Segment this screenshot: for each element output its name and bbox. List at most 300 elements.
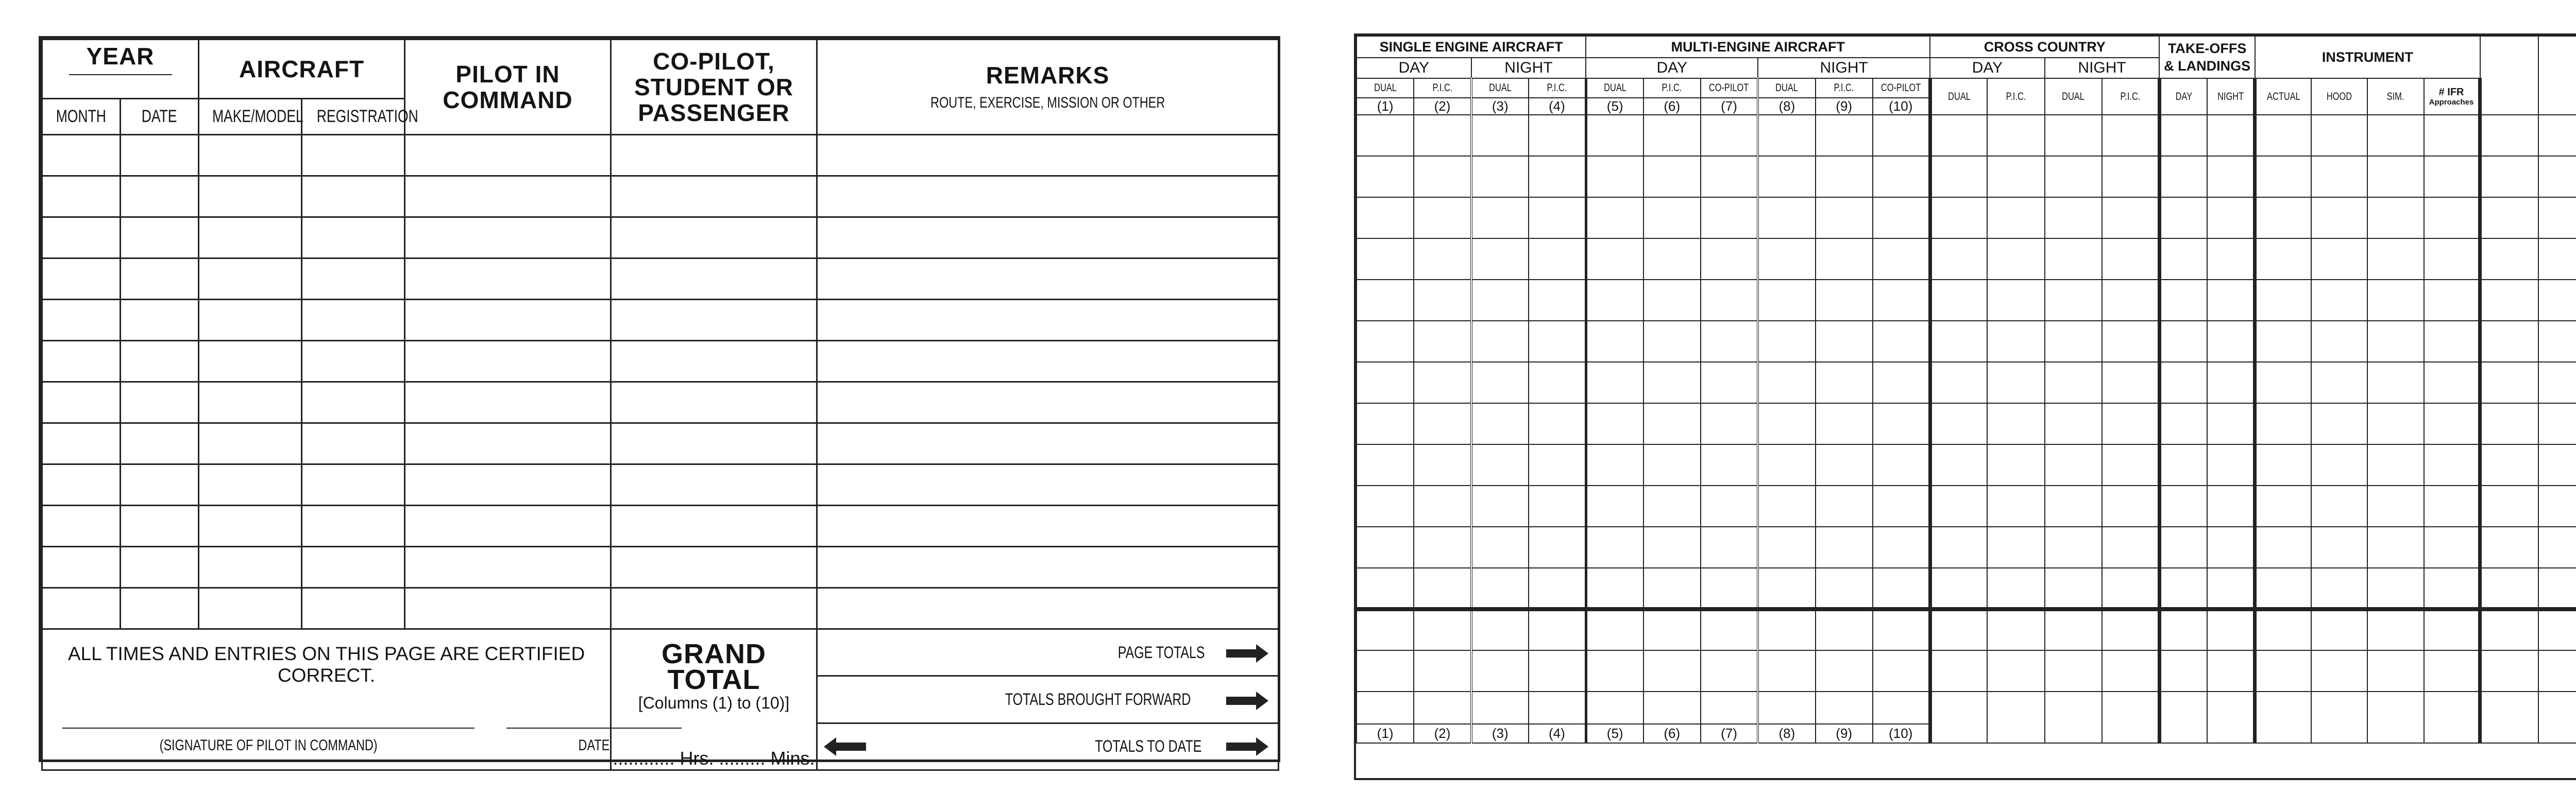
log-entry-cell[interactable] bbox=[1758, 609, 1815, 650]
log-entry-cell[interactable] bbox=[42, 588, 121, 629]
log-entry-cell[interactable]: (10) bbox=[1873, 692, 1930, 743]
log-entry-cell[interactable] bbox=[2538, 650, 2576, 692]
log-entry-cell[interactable] bbox=[1873, 403, 1930, 444]
log-entry-cell[interactable] bbox=[2045, 568, 2102, 609]
log-entry-cell[interactable] bbox=[1586, 321, 1643, 362]
log-entry-cell[interactable] bbox=[405, 547, 611, 588]
log-entry-cell[interactable] bbox=[1758, 321, 1815, 362]
log-entry-cell[interactable] bbox=[405, 588, 611, 629]
log-entry-cell[interactable] bbox=[2424, 650, 2480, 692]
log-entry-cell[interactable] bbox=[2311, 156, 2367, 197]
log-entry-cell[interactable] bbox=[1987, 692, 2044, 743]
log-entry-cell[interactable] bbox=[1643, 444, 1701, 486]
log-entry-cell[interactable] bbox=[2538, 197, 2576, 238]
log-entry-cell[interactable] bbox=[2159, 568, 2207, 609]
log-entry-cell[interactable] bbox=[1701, 486, 1758, 527]
log-entry-cell[interactable] bbox=[2207, 650, 2255, 692]
log-entry-cell[interactable] bbox=[1701, 115, 1758, 156]
log-entry-cell[interactable] bbox=[1471, 362, 1529, 403]
log-entry-cell[interactable] bbox=[1816, 568, 1873, 609]
log-entry-cell[interactable] bbox=[2045, 650, 2102, 692]
log-entry-cell[interactable] bbox=[1701, 527, 1758, 568]
log-entry-cell[interactable] bbox=[1987, 568, 2044, 609]
log-entry-cell[interactable] bbox=[2367, 692, 2424, 743]
log-entry-cell[interactable] bbox=[1414, 568, 1471, 609]
log-entry-cell[interactable] bbox=[1987, 197, 2044, 238]
log-entry-cell[interactable] bbox=[1758, 156, 1815, 197]
log-entry-cell[interactable] bbox=[2207, 321, 2255, 362]
log-entry-cell[interactable] bbox=[2159, 609, 2207, 650]
log-entry-cell[interactable] bbox=[611, 547, 817, 588]
log-entry-cell[interactable] bbox=[2159, 321, 2207, 362]
log-entry-cell[interactable] bbox=[2367, 609, 2424, 650]
log-entry-cell[interactable] bbox=[611, 588, 817, 629]
log-entry-cell[interactable] bbox=[1643, 403, 1701, 444]
log-entry-cell[interactable] bbox=[121, 423, 199, 464]
log-entry-cell[interactable] bbox=[2367, 444, 2424, 486]
log-entry-cell[interactable]: (9) bbox=[1816, 692, 1873, 743]
log-entry-cell[interactable] bbox=[2255, 238, 2311, 280]
log-entry-cell[interactable] bbox=[1987, 527, 2044, 568]
log-entry-cell[interactable] bbox=[1987, 403, 2044, 444]
log-entry-cell[interactable] bbox=[1586, 197, 1643, 238]
log-entry-cell[interactable] bbox=[1816, 280, 1873, 321]
log-entry-cell[interactable] bbox=[2480, 403, 2538, 444]
log-entry-cell[interactable] bbox=[2538, 609, 2576, 650]
log-entry-cell[interactable] bbox=[1643, 527, 1701, 568]
log-entry-cell[interactable] bbox=[1471, 321, 1529, 362]
log-entry-cell[interactable] bbox=[405, 176, 611, 217]
log-entry-cell[interactable] bbox=[2102, 238, 2159, 280]
log-entry-cell[interactable] bbox=[2255, 115, 2311, 156]
log-entry-cell[interactable] bbox=[405, 135, 611, 176]
log-entry-cell[interactable] bbox=[1471, 238, 1529, 280]
log-entry-cell[interactable] bbox=[2311, 197, 2367, 238]
log-entry-cell[interactable] bbox=[2255, 650, 2311, 692]
log-entry-cell[interactable] bbox=[2207, 609, 2255, 650]
log-entry-cell[interactable] bbox=[2159, 486, 2207, 527]
log-entry-cell[interactable] bbox=[2311, 527, 2367, 568]
log-entry-cell[interactable] bbox=[302, 423, 405, 464]
log-entry-cell[interactable] bbox=[2367, 403, 2424, 444]
log-entry-cell[interactable] bbox=[2207, 197, 2255, 238]
log-entry-cell[interactable] bbox=[2102, 115, 2159, 156]
log-entry-cell[interactable] bbox=[1873, 362, 1930, 403]
log-entry-cell[interactable] bbox=[1471, 280, 1529, 321]
log-entry-cell[interactable] bbox=[611, 464, 817, 506]
log-entry-cell[interactable] bbox=[2045, 156, 2102, 197]
log-entry-cell[interactable] bbox=[2207, 238, 2255, 280]
log-entry-cell[interactable] bbox=[121, 217, 199, 258]
log-entry-cell[interactable] bbox=[2102, 609, 2159, 650]
log-entry-cell[interactable] bbox=[1471, 197, 1529, 238]
log-entry-cell[interactable] bbox=[2311, 486, 2367, 527]
log-entry-cell[interactable] bbox=[121, 588, 199, 629]
log-entry-cell[interactable] bbox=[2255, 321, 2311, 362]
log-entry-cell[interactable] bbox=[405, 464, 611, 506]
log-entry-cell[interactable]: (7) bbox=[1701, 692, 1758, 743]
log-entry-cell[interactable] bbox=[2480, 486, 2538, 527]
log-entry-cell[interactable] bbox=[2045, 444, 2102, 486]
log-entry-cell[interactable] bbox=[2159, 362, 2207, 403]
log-entry-cell[interactable] bbox=[1357, 403, 1414, 444]
log-entry-cell[interactable] bbox=[199, 135, 302, 176]
log-entry-cell[interactable]: (8) bbox=[1758, 692, 1815, 743]
log-entry-cell[interactable] bbox=[2207, 362, 2255, 403]
log-entry-cell[interactable] bbox=[1414, 238, 1471, 280]
log-entry-cell[interactable] bbox=[1529, 321, 1586, 362]
log-entry-cell[interactable] bbox=[302, 547, 405, 588]
log-entry-cell[interactable] bbox=[817, 341, 1279, 382]
log-entry-cell[interactable] bbox=[302, 300, 405, 341]
log-entry-cell[interactable] bbox=[2311, 568, 2367, 609]
log-entry-cell[interactable] bbox=[1701, 362, 1758, 403]
log-entry-cell[interactable] bbox=[2159, 403, 2207, 444]
log-entry-cell[interactable] bbox=[2102, 197, 2159, 238]
log-entry-cell[interactable] bbox=[1930, 609, 1987, 650]
log-entry-cell[interactable] bbox=[1357, 568, 1414, 609]
log-entry-cell[interactable] bbox=[817, 588, 1279, 629]
log-entry-cell[interactable] bbox=[2311, 692, 2367, 743]
log-entry-cell[interactable] bbox=[1930, 362, 1987, 403]
log-entry-cell[interactable] bbox=[1987, 280, 2044, 321]
log-entry-cell[interactable] bbox=[2255, 692, 2311, 743]
log-entry-cell[interactable] bbox=[817, 382, 1279, 423]
log-entry-cell[interactable] bbox=[302, 176, 405, 217]
log-entry-cell[interactable] bbox=[1816, 238, 1873, 280]
log-entry-cell[interactable] bbox=[1471, 444, 1529, 486]
log-entry-cell[interactable] bbox=[1873, 486, 1930, 527]
log-entry-cell[interactable] bbox=[1930, 115, 1987, 156]
log-entry-cell[interactable] bbox=[302, 217, 405, 258]
log-entry-cell[interactable] bbox=[42, 547, 121, 588]
log-entry-cell[interactable] bbox=[2159, 156, 2207, 197]
log-entry-cell[interactable] bbox=[2538, 568, 2576, 609]
log-entry-cell[interactable] bbox=[2102, 321, 2159, 362]
log-entry-cell[interactable] bbox=[2538, 280, 2576, 321]
log-entry-cell[interactable] bbox=[1529, 280, 1586, 321]
log-entry-cell[interactable] bbox=[1758, 238, 1815, 280]
log-entry-cell[interactable] bbox=[2424, 486, 2480, 527]
log-entry-cell[interactable] bbox=[2102, 403, 2159, 444]
log-entry-cell[interactable] bbox=[2424, 444, 2480, 486]
log-entry-cell[interactable] bbox=[405, 382, 611, 423]
log-entry-cell[interactable] bbox=[2424, 197, 2480, 238]
log-entry-cell[interactable] bbox=[2102, 444, 2159, 486]
log-entry-cell[interactable] bbox=[2424, 609, 2480, 650]
log-entry-cell[interactable] bbox=[1987, 609, 2044, 650]
log-entry-cell[interactable] bbox=[2424, 527, 2480, 568]
log-entry-cell[interactable] bbox=[1586, 280, 1643, 321]
log-entry-cell[interactable] bbox=[2367, 568, 2424, 609]
log-entry-cell[interactable] bbox=[1758, 197, 1815, 238]
log-entry-cell[interactable] bbox=[2102, 527, 2159, 568]
log-entry-cell[interactable] bbox=[1586, 115, 1643, 156]
log-entry-cell[interactable] bbox=[2102, 362, 2159, 403]
log-entry-cell[interactable] bbox=[1816, 486, 1873, 527]
log-entry-cell[interactable] bbox=[1471, 527, 1529, 568]
log-entry-cell[interactable]: (2) bbox=[1414, 692, 1471, 743]
log-entry-cell[interactable] bbox=[2207, 527, 2255, 568]
log-entry-cell[interactable] bbox=[121, 341, 199, 382]
log-entry-cell[interactable] bbox=[42, 300, 121, 341]
log-entry-cell[interactable] bbox=[2311, 238, 2367, 280]
log-entry-cell[interactable] bbox=[199, 217, 302, 258]
log-entry-cell[interactable] bbox=[199, 547, 302, 588]
log-entry-cell[interactable] bbox=[2367, 527, 2424, 568]
log-entry-cell[interactable] bbox=[1816, 650, 1873, 692]
log-entry-cell[interactable] bbox=[1643, 156, 1701, 197]
log-entry-cell[interactable] bbox=[1930, 238, 1987, 280]
log-entry-cell[interactable] bbox=[611, 382, 817, 423]
log-entry-cell[interactable] bbox=[1357, 527, 1414, 568]
log-entry-cell[interactable] bbox=[2311, 280, 2367, 321]
log-entry-cell[interactable] bbox=[1701, 403, 1758, 444]
log-entry-cell[interactable] bbox=[2424, 321, 2480, 362]
log-entry-cell[interactable] bbox=[1816, 197, 1873, 238]
log-entry-cell[interactable] bbox=[1529, 362, 1586, 403]
log-entry-cell[interactable] bbox=[2102, 156, 2159, 197]
log-entry-cell[interactable] bbox=[2255, 156, 2311, 197]
log-entry-cell[interactable] bbox=[2045, 403, 2102, 444]
log-entry-cell[interactable] bbox=[2102, 568, 2159, 609]
log-entry-cell[interactable] bbox=[2538, 362, 2576, 403]
log-entry-cell[interactable] bbox=[405, 217, 611, 258]
log-entry-cell[interactable] bbox=[1758, 115, 1815, 156]
log-entry-cell[interactable] bbox=[1987, 115, 2044, 156]
log-entry-cell[interactable] bbox=[611, 258, 817, 300]
log-entry-cell[interactable] bbox=[1357, 444, 1414, 486]
log-entry-cell[interactable] bbox=[1357, 280, 1414, 321]
log-entry-cell[interactable] bbox=[121, 176, 199, 217]
log-entry-cell[interactable] bbox=[1414, 650, 1471, 692]
log-entry-cell[interactable] bbox=[1357, 115, 1414, 156]
log-entry-cell[interactable] bbox=[2480, 568, 2538, 609]
log-entry-cell[interactable] bbox=[2255, 568, 2311, 609]
log-entry-cell[interactable] bbox=[1357, 156, 1414, 197]
log-entry-cell[interactable] bbox=[1701, 609, 1758, 650]
log-entry-cell[interactable] bbox=[1529, 527, 1586, 568]
log-entry-cell[interactable] bbox=[199, 506, 302, 547]
log-entry-cell[interactable] bbox=[1930, 444, 1987, 486]
log-entry-cell[interactable] bbox=[1701, 280, 1758, 321]
log-entry-cell[interactable] bbox=[2367, 156, 2424, 197]
log-entry-cell[interactable] bbox=[121, 300, 199, 341]
log-entry-cell[interactable] bbox=[1414, 197, 1471, 238]
log-entry-cell[interactable] bbox=[1930, 692, 1987, 743]
log-entry-cell[interactable] bbox=[1586, 568, 1643, 609]
log-entry-cell[interactable] bbox=[1529, 403, 1586, 444]
log-entry-cell[interactable] bbox=[1529, 486, 1586, 527]
log-entry-cell[interactable] bbox=[42, 135, 121, 176]
log-entry-cell[interactable] bbox=[611, 135, 817, 176]
log-entry-cell[interactable] bbox=[1643, 650, 1701, 692]
log-entry-cell[interactable] bbox=[2480, 609, 2538, 650]
log-entry-cell[interactable] bbox=[2424, 403, 2480, 444]
log-entry-cell[interactable] bbox=[1586, 362, 1643, 403]
log-entry-cell[interactable] bbox=[2311, 650, 2367, 692]
log-entry-cell[interactable] bbox=[1357, 486, 1414, 527]
log-entry-cell[interactable] bbox=[2159, 444, 2207, 486]
log-entry-cell[interactable] bbox=[1873, 444, 1930, 486]
log-entry-cell[interactable] bbox=[1471, 115, 1529, 156]
log-entry-cell[interactable] bbox=[2207, 444, 2255, 486]
log-entry-cell[interactable] bbox=[1987, 321, 2044, 362]
log-entry-cell[interactable] bbox=[1471, 156, 1529, 197]
log-entry-cell[interactable] bbox=[2102, 280, 2159, 321]
log-entry-cell[interactable] bbox=[1873, 650, 1930, 692]
log-entry-cell[interactable] bbox=[1873, 321, 1930, 362]
log-entry-cell[interactable] bbox=[1643, 197, 1701, 238]
log-entry-cell[interactable] bbox=[1586, 609, 1643, 650]
log-entry-cell[interactable] bbox=[2207, 692, 2255, 743]
log-entry-cell[interactable] bbox=[2255, 197, 2311, 238]
log-entry-cell[interactable] bbox=[817, 547, 1279, 588]
log-entry-cell[interactable] bbox=[1643, 321, 1701, 362]
log-entry-cell[interactable] bbox=[1987, 650, 2044, 692]
log-entry-cell[interactable] bbox=[1873, 197, 1930, 238]
log-entry-cell[interactable] bbox=[1586, 403, 1643, 444]
log-entry-cell[interactable]: (3) bbox=[1471, 692, 1529, 743]
log-entry-cell[interactable] bbox=[2367, 486, 2424, 527]
log-entry-cell[interactable] bbox=[1816, 444, 1873, 486]
log-entry-cell[interactable] bbox=[2538, 403, 2576, 444]
log-entry-cell[interactable] bbox=[2424, 280, 2480, 321]
log-entry-cell[interactable] bbox=[1586, 650, 1643, 692]
log-entry-cell[interactable] bbox=[1930, 321, 1987, 362]
log-entry-cell[interactable] bbox=[817, 464, 1279, 506]
log-entry-cell[interactable] bbox=[121, 464, 199, 506]
log-entry-cell[interactable] bbox=[1414, 115, 1471, 156]
log-entry-cell[interactable] bbox=[199, 341, 302, 382]
log-entry-cell[interactable] bbox=[1816, 609, 1873, 650]
log-entry-cell[interactable] bbox=[199, 300, 302, 341]
log-entry-cell[interactable] bbox=[1873, 238, 1930, 280]
log-entry-cell[interactable] bbox=[1701, 238, 1758, 280]
log-entry-cell[interactable] bbox=[2311, 403, 2367, 444]
log-entry-cell[interactable] bbox=[2207, 280, 2255, 321]
log-entry-cell[interactable] bbox=[1414, 362, 1471, 403]
log-entry-cell[interactable] bbox=[2538, 321, 2576, 362]
log-entry-cell[interactable] bbox=[2045, 115, 2102, 156]
log-entry-cell[interactable] bbox=[2255, 486, 2311, 527]
log-entry-cell[interactable] bbox=[1758, 527, 1815, 568]
log-entry-cell[interactable] bbox=[1414, 609, 1471, 650]
log-entry-cell[interactable] bbox=[1758, 568, 1815, 609]
log-entry-cell[interactable] bbox=[2311, 115, 2367, 156]
log-entry-cell[interactable] bbox=[2367, 362, 2424, 403]
log-entry-cell[interactable] bbox=[2045, 362, 2102, 403]
log-entry-cell[interactable] bbox=[1357, 238, 1414, 280]
log-entry-cell[interactable] bbox=[1357, 197, 1414, 238]
log-entry-cell[interactable] bbox=[1816, 321, 1873, 362]
log-entry-cell[interactable] bbox=[2255, 403, 2311, 444]
log-entry-cell[interactable]: (4) bbox=[1529, 692, 1586, 743]
log-entry-cell[interactable] bbox=[2480, 115, 2538, 156]
log-entry-cell[interactable]: (6) bbox=[1643, 692, 1701, 743]
log-entry-cell[interactable] bbox=[42, 176, 121, 217]
log-entry-cell[interactable]: (5) bbox=[1586, 692, 1643, 743]
log-entry-cell[interactable] bbox=[1873, 115, 1930, 156]
log-entry-cell[interactable] bbox=[817, 423, 1279, 464]
log-entry-cell[interactable] bbox=[42, 464, 121, 506]
log-entry-cell[interactable] bbox=[2367, 115, 2424, 156]
log-entry-cell[interactable] bbox=[2255, 527, 2311, 568]
log-entry-cell[interactable] bbox=[2207, 568, 2255, 609]
log-entry-cell[interactable] bbox=[199, 464, 302, 506]
log-entry-cell[interactable] bbox=[302, 258, 405, 300]
log-entry-cell[interactable] bbox=[42, 341, 121, 382]
log-entry-cell[interactable] bbox=[1816, 362, 1873, 403]
log-entry-cell[interactable] bbox=[2367, 321, 2424, 362]
log-entry-cell[interactable] bbox=[1529, 444, 1586, 486]
log-entry-cell[interactable] bbox=[1414, 280, 1471, 321]
log-entry-cell[interactable] bbox=[2207, 156, 2255, 197]
log-entry-cell[interactable] bbox=[42, 506, 121, 547]
log-entry-cell[interactable] bbox=[1816, 115, 1873, 156]
log-entry-cell[interactable] bbox=[199, 382, 302, 423]
log-entry-cell[interactable] bbox=[1930, 156, 1987, 197]
log-entry-cell[interactable] bbox=[1586, 486, 1643, 527]
log-entry-cell[interactable] bbox=[1930, 486, 1987, 527]
log-entry-cell[interactable] bbox=[199, 588, 302, 629]
log-entry-cell[interactable] bbox=[2255, 444, 2311, 486]
log-entry-cell[interactable] bbox=[2538, 444, 2576, 486]
log-entry-cell[interactable] bbox=[42, 258, 121, 300]
log-entry-cell[interactable] bbox=[2424, 115, 2480, 156]
log-entry-cell[interactable] bbox=[42, 423, 121, 464]
log-entry-cell[interactable] bbox=[2045, 527, 2102, 568]
log-entry-cell[interactable] bbox=[2367, 197, 2424, 238]
log-entry-cell[interactable] bbox=[2480, 280, 2538, 321]
log-entry-cell[interactable] bbox=[2538, 156, 2576, 197]
log-entry-cell[interactable] bbox=[1758, 444, 1815, 486]
log-entry-cell[interactable] bbox=[1471, 650, 1529, 692]
log-entry-cell[interactable] bbox=[611, 423, 817, 464]
log-entry-cell[interactable] bbox=[2159, 238, 2207, 280]
log-entry-cell[interactable] bbox=[2045, 486, 2102, 527]
log-entry-cell[interactable] bbox=[121, 258, 199, 300]
log-entry-cell[interactable] bbox=[199, 423, 302, 464]
log-entry-cell[interactable] bbox=[817, 300, 1279, 341]
log-entry-cell[interactable] bbox=[302, 135, 405, 176]
log-entry-cell[interactable] bbox=[302, 588, 405, 629]
log-entry-cell[interactable]: (1) bbox=[1357, 692, 1414, 743]
log-entry-cell[interactable] bbox=[611, 217, 817, 258]
log-entry-cell[interactable] bbox=[2045, 238, 2102, 280]
log-entry-cell[interactable] bbox=[2367, 650, 2424, 692]
log-entry-cell[interactable] bbox=[2159, 115, 2207, 156]
log-entry-cell[interactable] bbox=[302, 464, 405, 506]
log-entry-cell[interactable] bbox=[1357, 362, 1414, 403]
log-entry-cell[interactable] bbox=[1987, 238, 2044, 280]
log-entry-cell[interactable] bbox=[1471, 609, 1529, 650]
log-entry-cell[interactable] bbox=[2102, 650, 2159, 692]
log-entry-cell[interactable] bbox=[1758, 650, 1815, 692]
log-entry-cell[interactable] bbox=[1643, 568, 1701, 609]
log-entry-cell[interactable] bbox=[2255, 362, 2311, 403]
log-entry-cell[interactable] bbox=[1758, 486, 1815, 527]
log-entry-cell[interactable] bbox=[2480, 238, 2538, 280]
log-entry-cell[interactable] bbox=[121, 547, 199, 588]
log-entry-cell[interactable] bbox=[1873, 280, 1930, 321]
log-entry-cell[interactable] bbox=[1873, 156, 1930, 197]
log-entry-cell[interactable] bbox=[2207, 115, 2255, 156]
log-entry-cell[interactable] bbox=[1529, 156, 1586, 197]
log-entry-cell[interactable] bbox=[1529, 568, 1586, 609]
log-entry-cell[interactable] bbox=[121, 506, 199, 547]
log-entry-cell[interactable] bbox=[1643, 115, 1701, 156]
